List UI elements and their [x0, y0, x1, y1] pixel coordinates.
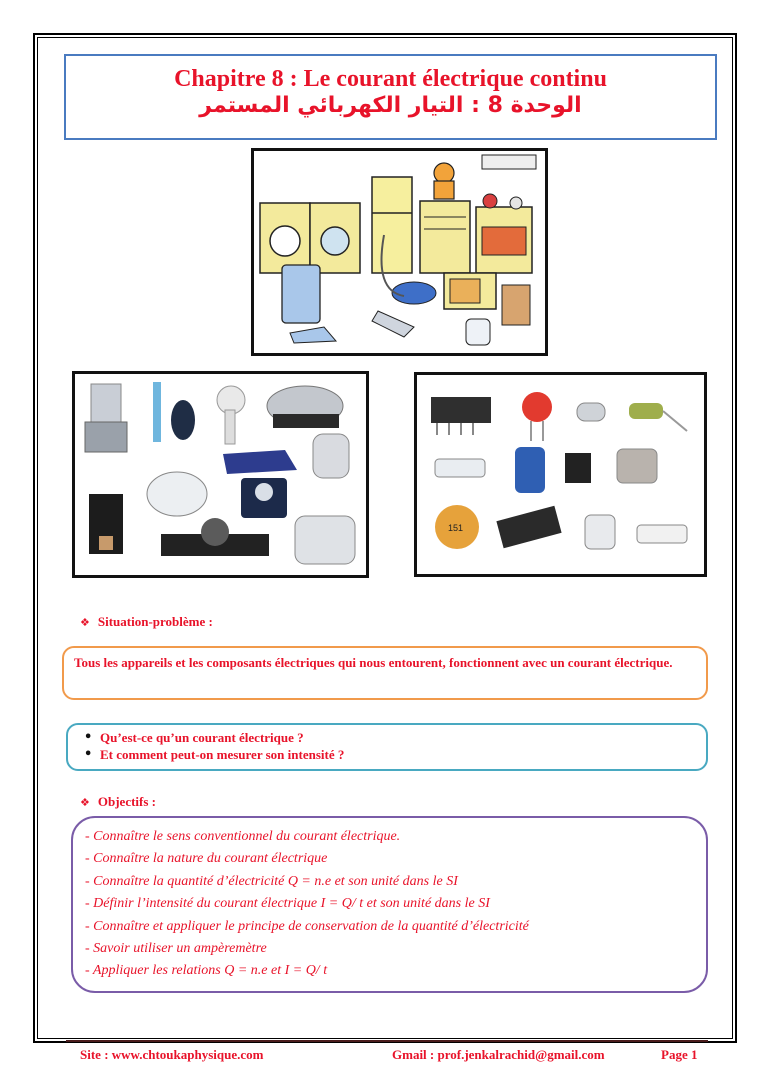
- electronic-components-photo: [414, 372, 707, 577]
- diamond-bullet-icon: ❖: [80, 796, 90, 809]
- footer-site: Site : www.chtoukaphysique.com: [80, 1047, 264, 1062]
- question-item: • Qu’est-ce qu’un courant électrique ?: [100, 729, 696, 746]
- diamond-bullet-icon: ❖: [80, 616, 90, 629]
- appliances-illustration: [251, 148, 548, 356]
- title-french: Chapitre 8 : Le courant électrique continu: [174, 66, 607, 92]
- situation-heading-text: Situation-problème :: [97, 614, 213, 629]
- objective-item: - Connaître et appliquer le principe de conservation de la quantité d’électricité: [85, 918, 529, 934]
- objective-item: - Savoir utiliser un ampèremètre: [85, 941, 267, 957]
- situation-text: Tous les appareils et les composants électriques qui nous entourent, fonctionnent avec un courant électrique.: [74, 655, 673, 670]
- objective-item: - Connaître la nature du courant électrique: [85, 851, 328, 867]
- household-appliances-photo: [72, 371, 369, 578]
- footer-page-number: Page 1: [661, 1047, 698, 1062]
- situation-heading: [80, 614, 213, 630]
- questions-list: [84, 729, 696, 763]
- objectives-box: [71, 816, 708, 993]
- questions-box: [66, 723, 708, 771]
- footer-gmail: Gmail : prof.jenkalrachid@gmail.com: [392, 1047, 605, 1062]
- objectives-heading: [80, 794, 156, 810]
- situation-box: [62, 646, 708, 700]
- objective-item: - Définir l’intensité du courant électrique I = Q/ t et son unité dans le SI: [85, 896, 490, 912]
- footer-rule: [66, 1040, 708, 1042]
- component-label: 151: [448, 523, 464, 533]
- title-box: [64, 54, 717, 140]
- question-item: • Et comment peut-on mesurer son intensité ?: [100, 746, 696, 763]
- objective-item: - Appliquer les relations Q = n.e et I = Q/ t: [85, 963, 328, 979]
- title-arabic: الوحدة 8 : التيار الكهربائي المستمر: [199, 93, 582, 118]
- objectives-heading-text: Objectifs :: [97, 794, 156, 809]
- objective-item: - Connaître la quantité d’électricité Q = n.e et son unité dans le SI: [85, 873, 458, 889]
- objective-item: - Connaître le sens conventionnel du courant électrique.: [85, 829, 401, 844]
